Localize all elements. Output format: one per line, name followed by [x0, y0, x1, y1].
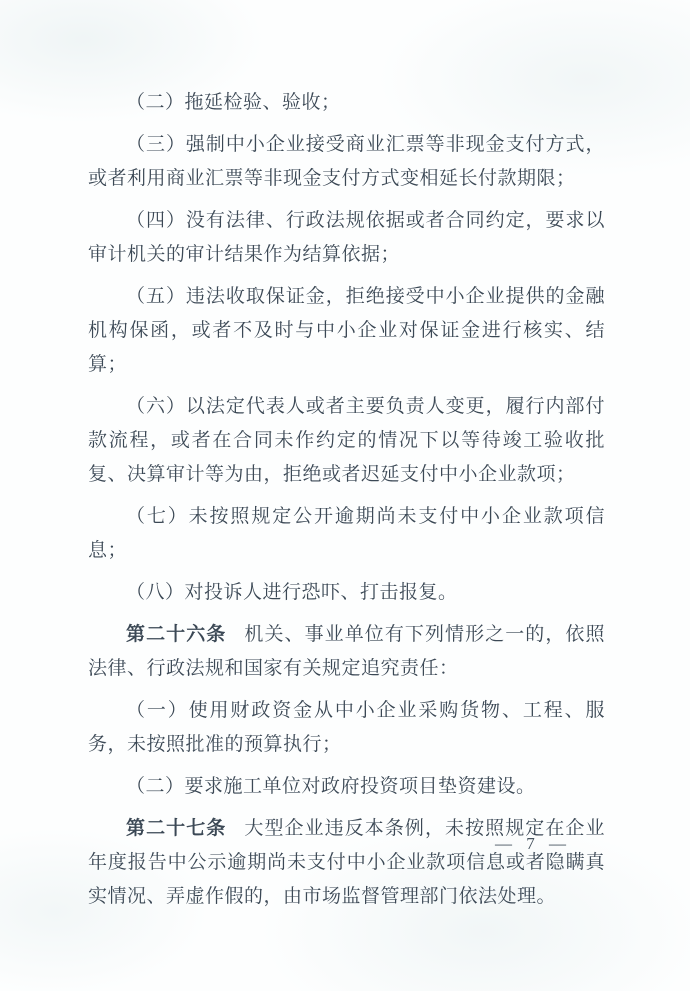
- page-number: — 7 —: [495, 834, 571, 853]
- list-item-2: （二）拖延检验、验收；: [126, 92, 341, 113]
- article-27-number: 第二十七条: [126, 818, 227, 839]
- list-item-7: （七）未按照规定公开逾期尚未支付中小企业款项信息；: [88, 506, 605, 561]
- list-item-6: （六）以法定代表人或者主要负责人变更，履行内部付款流程，或者在合同未作约定的情况下以等待竣工验收批复、决算审计等为由，拒绝或者迟延支付中小企业款项；: [88, 396, 605, 485]
- article-27-text: 大型企业违反本条例，未按照规定在企业年度报告中公示逾期尚未支付中小企业款项信息或者隐瞒真实情况、弄虚作假的，由市场监督管理部门依法处理。: [88, 818, 605, 907]
- article-27: [88, 812, 605, 914]
- document-body: [88, 86, 605, 922]
- article-26-number: 第二十六条: [126, 624, 227, 645]
- article-26-item-2: （二）要求施工单位对政府投资项目垫资建设。: [126, 776, 536, 797]
- list-item-3: （三）强制中小企业接受商业汇票等非现金支付方式，或者利用商业汇票等非现金支付方式变相延长付款期限；: [88, 134, 605, 189]
- article-26-text: 机关、事业单位有下列情形之一的，依照法律、行政法规和国家有关规定追究责任：: [88, 624, 605, 679]
- list-item-8: （八）对投诉人进行恐吓、打击报复。: [126, 582, 458, 603]
- list-item-5: （五）违法收取保证金，拒绝接受中小企业提供的金融机构保函，或者不及时与中小企业对保证金进行核实、结算；: [88, 286, 605, 375]
- article-26-item-1: （一）使用财政资金从中小企业采购货物、工程、服务，未按照批准的预算执行；: [88, 700, 605, 755]
- list-item-4: （四）没有法律、行政法规依据或者合同约定，要求以审计机关的审计结果作为结算依据；: [88, 210, 605, 265]
- article-26: [88, 618, 605, 686]
